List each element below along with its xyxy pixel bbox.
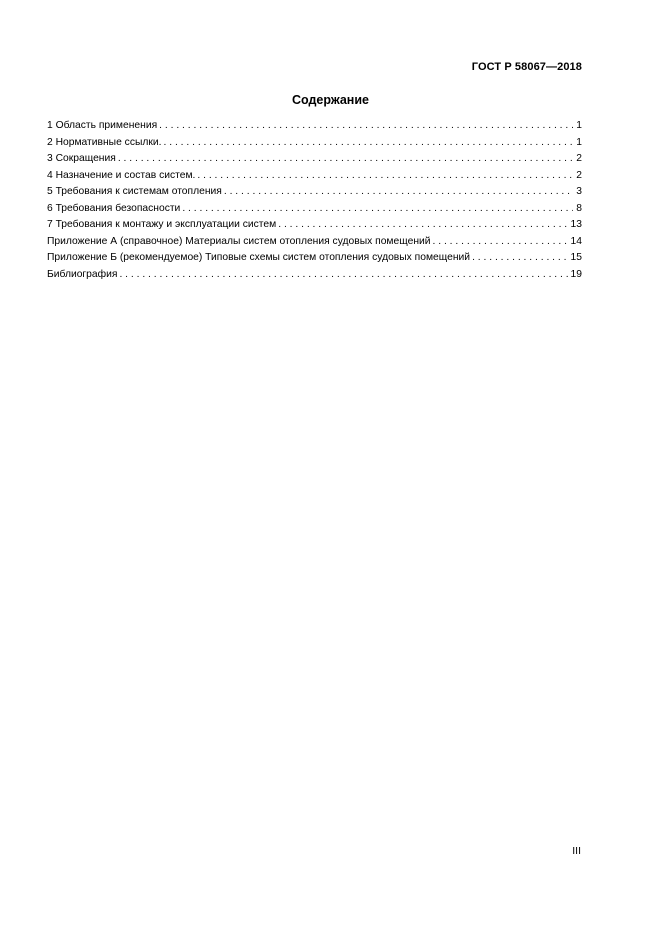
toc-dot-leader <box>164 137 574 148</box>
toc-dot-leader <box>182 203 573 214</box>
toc-entry-page: 8 <box>576 202 582 214</box>
toc-entry-page: 1 <box>576 136 582 148</box>
toc-entry-page: 2 <box>576 169 582 181</box>
toc-entry-bibliography[interactable] <box>47 269 582 286</box>
toc-entry-label: 5 Требования к системам отопления <box>47 186 222 197</box>
toc-entry-page: 14 <box>570 235 582 247</box>
toc-dot-leader <box>159 120 573 131</box>
toc-entry-label: Библиография <box>47 268 118 280</box>
toc-entry-appendix-a[interactable] <box>47 236 582 253</box>
toc-entry-2[interactable] <box>47 137 582 154</box>
toc-entry-label: Приложение А (справочное) Материалы систем отопления судовых помещений <box>47 235 431 247</box>
toc-entry-appendix-b[interactable] <box>47 252 582 269</box>
toc-entry-label: 3 Сокращения <box>47 153 116 164</box>
toc-entry-label: 4 Назначение и состав систем. <box>47 169 196 181</box>
page-number: III <box>572 845 581 857</box>
toc-dot-leader <box>118 153 573 164</box>
toc-entry-page: 1 <box>576 120 582 131</box>
toc-entry-page: 13 <box>570 219 582 230</box>
contents-title: Содержание <box>291 93 369 107</box>
toc-entry-label: 2 Нормативные ссылки. <box>47 136 162 148</box>
toc-dot-leader <box>224 186 573 197</box>
toc-entry-label: 6 Требования безопасности <box>47 202 181 214</box>
toc-entry-page: 15 <box>570 252 582 263</box>
toc-entry-label: 7 Требования к монтажу и эксплуатации систем <box>47 219 277 230</box>
toc-entry-4[interactable] <box>47 170 582 187</box>
toc-entry-3[interactable] <box>47 153 582 170</box>
toc-entry-7[interactable] <box>47 219 582 236</box>
toc-dot-leader <box>278 219 567 230</box>
toc-dot-leader <box>433 236 568 247</box>
toc-dot-leader <box>119 269 567 280</box>
toc-dot-leader <box>472 252 567 263</box>
toc-entry-page: 3 <box>576 186 582 197</box>
toc-entry-5[interactable] <box>47 186 582 203</box>
toc-entry-label: Приложение Б (рекомендуемое) Типовые схемы систем отопления судовых помещений <box>47 252 471 263</box>
toc-entry-page: 19 <box>570 268 582 280</box>
toc-dot-leader <box>197 170 573 181</box>
toc-entry-1[interactable] <box>47 120 582 137</box>
toc-entry-page: 2 <box>576 153 582 164</box>
table-of-contents <box>47 120 582 285</box>
toc-entry-6[interactable] <box>47 203 582 220</box>
document-header-standard: ГОСТ Р 58067—2018 <box>471 61 582 73</box>
toc-entry-label: 1 Область применения <box>47 120 158 131</box>
